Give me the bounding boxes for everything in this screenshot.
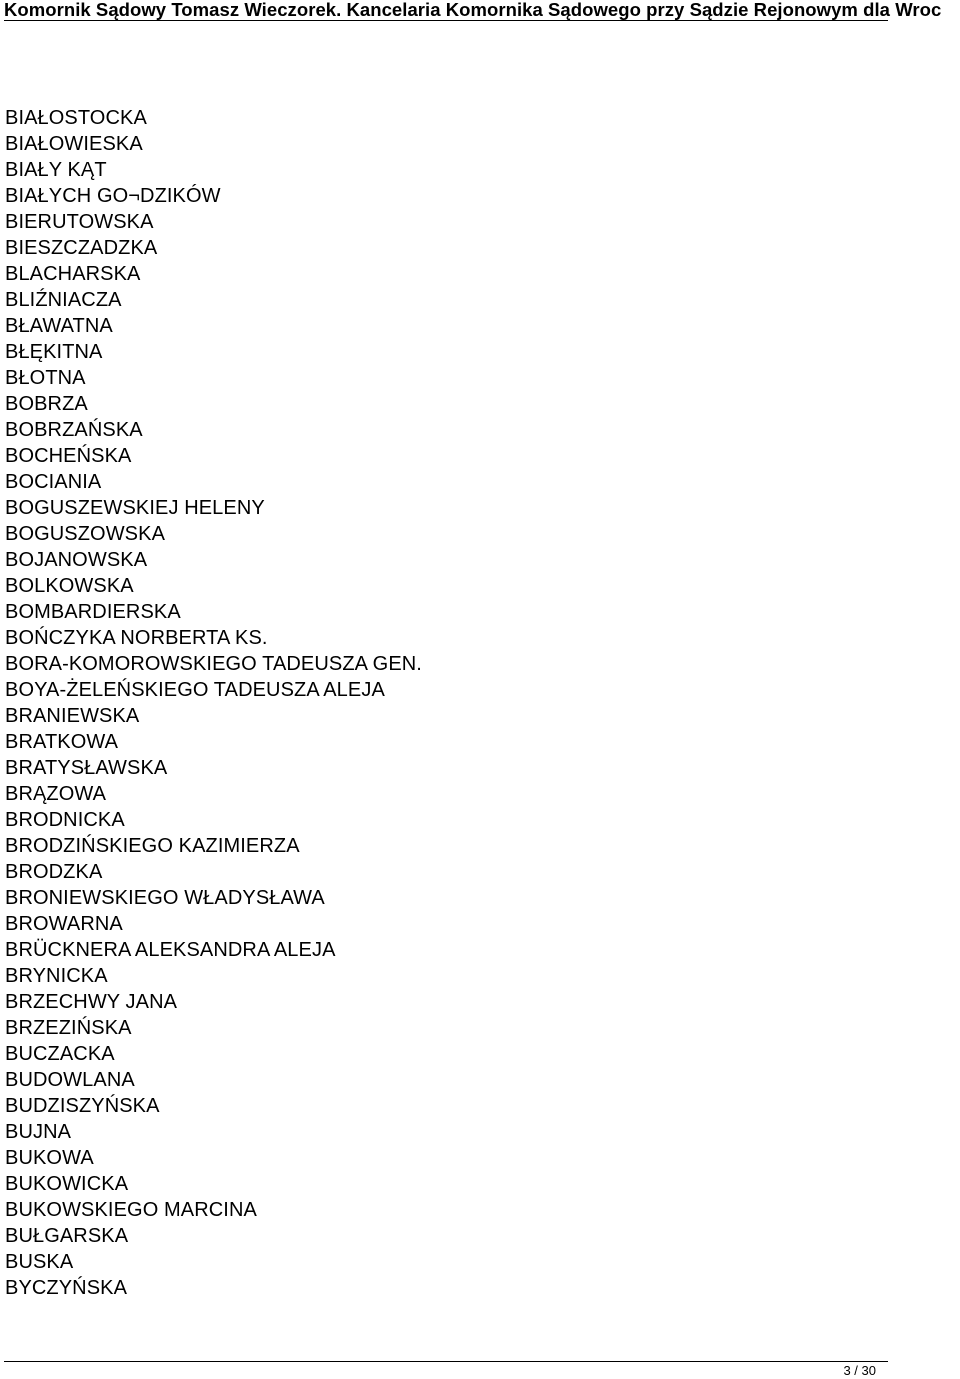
street-name-item: BLACHARSKA: [5, 263, 141, 285]
street-name-item: BŁĘKITNA: [5, 341, 103, 363]
street-name-item: BIERUTOWSKA: [5, 211, 154, 233]
street-name-item: BUSKA: [5, 1251, 74, 1273]
street-name-item: BIAŁYCH GO¬DZIKÓW: [5, 185, 221, 207]
street-name-item: BRATYSŁAWSKA: [5, 757, 168, 779]
street-name-item: BOBRZAŃSKA: [5, 419, 143, 441]
street-name-item: BOLKOWSKA: [5, 575, 134, 597]
street-name-item: BŁAWATNA: [5, 315, 113, 337]
document-title: Komornik Sądowy Tomasz Wieczorek. Kancelaria Komornika Sądowego przy Sądzie Rejonowym dla Wroc: [4, 0, 942, 20]
street-name-item: BIAŁOSTOCKA: [5, 107, 147, 129]
street-name-list: [5, 105, 422, 1301]
street-name-item: BUCZACKA: [5, 1043, 115, 1065]
street-name-item: BRÜCKNERA ALEKSANDRA ALEJA: [5, 939, 336, 961]
footer-divider: [4, 1361, 888, 1362]
street-name-item: BIAŁY KĄT: [5, 159, 107, 181]
street-name-item: BRĄZOWA: [5, 783, 107, 805]
street-name-item: BOBRZA: [5, 393, 88, 415]
page-number: 3 / 30: [843, 1363, 876, 1378]
street-name-item: BRONIEWSKIEGO WŁADYSŁAWA: [5, 887, 325, 909]
street-name-item: BRODNICKA: [5, 809, 125, 831]
street-name-item: BYCZYŃSKA: [5, 1277, 128, 1299]
street-name-item: BRYNICKA: [5, 965, 108, 987]
street-name-item: BIESZCZADZKA: [5, 237, 158, 259]
street-name-item: BUKOWICKA: [5, 1173, 129, 1195]
street-name-item: BOCIANIA: [5, 471, 102, 493]
street-name-item: BOGUSZOWSKA: [5, 523, 166, 545]
street-name-item: BOJANOWSKA: [5, 549, 148, 571]
street-name-item: BOCHEŃSKA: [5, 445, 132, 467]
street-name-item: BRANIEWSKA: [5, 705, 140, 727]
street-name-item: BUKOWSKIEGO MARCINA: [5, 1199, 257, 1221]
street-name-item: BŁOTNA: [5, 367, 86, 389]
street-name-item: BRODZKA: [5, 861, 103, 883]
street-name-item: BUŁGARSKA: [5, 1225, 129, 1247]
page-header: [0, 0, 960, 24]
street-name-item: BLIŹNIACZA: [5, 289, 122, 311]
street-name-item: BUKOWA: [5, 1147, 94, 1169]
street-name-item: BROWARNA: [5, 913, 123, 935]
street-name-item: BOŃCZYKA NORBERTA KS.: [5, 627, 268, 649]
street-name-item: BOMBARDIERSKA: [5, 601, 181, 623]
street-name-item: BUJNA: [5, 1121, 72, 1143]
street-name-item: BUDZISZYŃSKA: [5, 1095, 160, 1117]
street-name-item: BOYA-ŻELEŃSKIEGO TADEUSZA ALEJA: [5, 679, 385, 701]
street-name-item: BOGUSZEWSKIEJ HELENY: [5, 497, 265, 519]
street-name-item: BRODZIŃSKIEGO KAZIMIERZA: [5, 835, 300, 857]
street-name-item: BORA-KOMOROWSKIEGO TADEUSZA GEN.: [5, 653, 422, 675]
street-name-item: BRATKOWA: [5, 731, 119, 753]
street-name-item: BIAŁOWIESKA: [5, 133, 143, 155]
header-divider: [4, 20, 888, 21]
street-name-item: BRZEZIŃSKA: [5, 1017, 132, 1039]
street-name-item: BUDOWLANA: [5, 1069, 135, 1091]
street-name-item: BRZECHWY JANA: [5, 991, 178, 1013]
